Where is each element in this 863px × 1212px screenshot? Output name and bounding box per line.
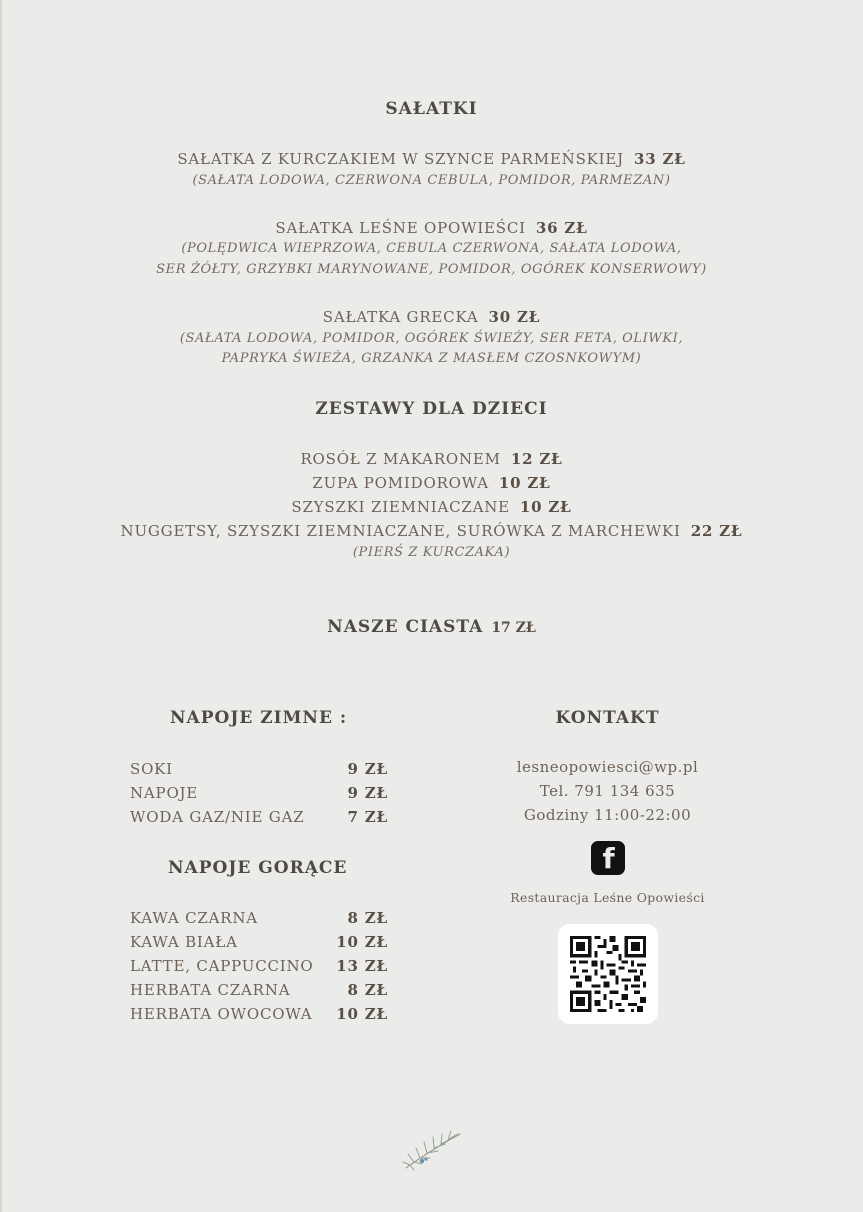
- list-item: [130, 906, 388, 930]
- salad-desc-3b: PAPRYKA ŚWIEŻA, GRZANKA Z MASŁEM CZOSNKOWYM): [221, 351, 642, 366]
- drink-name: SOKI: [130, 760, 173, 778]
- list-item: [130, 930, 388, 954]
- drink-price: 9 ZŁ: [347, 760, 388, 778]
- salad-item-2: [0, 216, 863, 240]
- contact-section: [480, 708, 735, 1024]
- salad-item-3: [0, 305, 863, 329]
- drink-price: 8 ZŁ: [347, 981, 388, 999]
- kids-heading: ZESTAWY DLA DZIECI: [315, 399, 548, 419]
- contact-heading: KONTAKT: [555, 708, 660, 728]
- drink-name: NAPOJE: [130, 784, 199, 802]
- qr-code-icon: [570, 936, 646, 1012]
- facebook-name[interactable]: Restauracja Leśne Opowieści: [510, 890, 705, 905]
- cold-drinks-list: [130, 757, 388, 829]
- list-item: [130, 954, 388, 978]
- list-item: [130, 805, 388, 829]
- list-item: [130, 1002, 388, 1026]
- drink-price: 7 ZŁ: [347, 808, 388, 826]
- kids-note: (PIERŚ Z KURCZAKA): [352, 545, 511, 560]
- qr-code-box: [558, 924, 658, 1024]
- salad-item-1: [0, 147, 863, 171]
- facebook-icon[interactable]: f: [591, 841, 625, 875]
- cakes-price: 17 ZŁ: [491, 620, 536, 636]
- salad-desc-3a: (SAŁATA LODOWA, POMIDOR, OGÓREK ŚWIEŻY, SER FETA, OLIWKI,: [179, 331, 684, 346]
- item-price: 22 ZŁ: [690, 522, 743, 540]
- contact-hours: Godziny 11:00-22:00: [523, 806, 692, 824]
- drink-price: 13 ZŁ: [336, 957, 388, 975]
- drink-name: HERBATA OWOCOWA: [130, 1005, 313, 1023]
- drink-price: 10 ZŁ: [336, 933, 388, 951]
- list-item: [130, 978, 388, 1002]
- kids-item-3: [0, 495, 863, 519]
- contact-email[interactable]: lesneopowiesci@wp.pl: [516, 758, 699, 776]
- item-name: ROSÓŁ Z MAKARONEM: [300, 450, 501, 468]
- salad-desc-2a: (POLĘDWICA WIEPRZOWA, CEBULA CZERWONA, SAŁATA LODOWA,: [181, 241, 682, 256]
- salad-desc-1: (SAŁATA LODOWA, CZERWONA CEBULA, POMIDOR, PARMEZAN): [192, 173, 671, 188]
- item-price: 33 ZŁ: [633, 150, 686, 168]
- item-name: SAŁATKA LEŚNE OPOWIEŚCI: [275, 219, 526, 237]
- item-name: SZYSZKI ZIEMNIACZANE: [291, 498, 510, 516]
- drink-name: LATTE, CAPPUCCINO: [130, 957, 314, 975]
- drink-name: HERBATA CZARNA: [130, 981, 291, 999]
- drink-price: 10 ZŁ: [336, 1005, 388, 1023]
- cold-drinks-heading: NAPOJE ZIMNE :: [170, 708, 348, 728]
- contact-phone[interactable]: Tel. 791 134 635: [539, 782, 676, 800]
- item-price: 10 ZŁ: [498, 474, 551, 492]
- drink-name: WODA GAZ/NIE GAZ: [130, 808, 305, 826]
- cakes-line: [0, 617, 863, 637]
- item-price: 12 ZŁ: [510, 450, 563, 468]
- kids-item-2: [0, 471, 863, 495]
- salads-heading: SAŁATKI: [385, 99, 478, 119]
- item-name: NUGGETSY, SZYSZKI ZIEMNIACZANE, SURÓWKA Z MARCHEWKI: [120, 522, 681, 540]
- pine-branch-icon: [400, 1128, 464, 1172]
- cakes-heading: NASZE CIASTA: [327, 617, 484, 637]
- drink-price: 8 ZŁ: [347, 909, 388, 927]
- hot-drinks-list: [130, 906, 388, 1026]
- kids-item-1: [0, 447, 863, 471]
- salad-desc-2b: SER ŻÓŁTY, GRZYBKI MARYNOWANE, POMIDOR, OGÓREK KONSERWOWY): [156, 262, 707, 277]
- item-price: 36 ZŁ: [535, 219, 588, 237]
- drink-name: KAWA CZARNA: [130, 909, 258, 927]
- list-item: [130, 757, 388, 781]
- drink-name: KAWA BIAŁA: [130, 933, 238, 951]
- item-name: SAŁATKA Z KURCZAKIEM W SZYNCE PARMEŃSKIEJ: [177, 150, 624, 168]
- kids-item-4: [0, 519, 863, 543]
- item-name: ZUPA POMIDOROWA: [312, 474, 489, 492]
- item-name: SAŁATKA GRECKA: [322, 308, 479, 326]
- item-price: 30 ZŁ: [488, 308, 541, 326]
- item-price: 10 ZŁ: [519, 498, 572, 516]
- hot-drinks-heading: NAPOJE GORĄCE: [168, 858, 348, 878]
- drink-price: 9 ZŁ: [347, 784, 388, 802]
- list-item: [130, 781, 388, 805]
